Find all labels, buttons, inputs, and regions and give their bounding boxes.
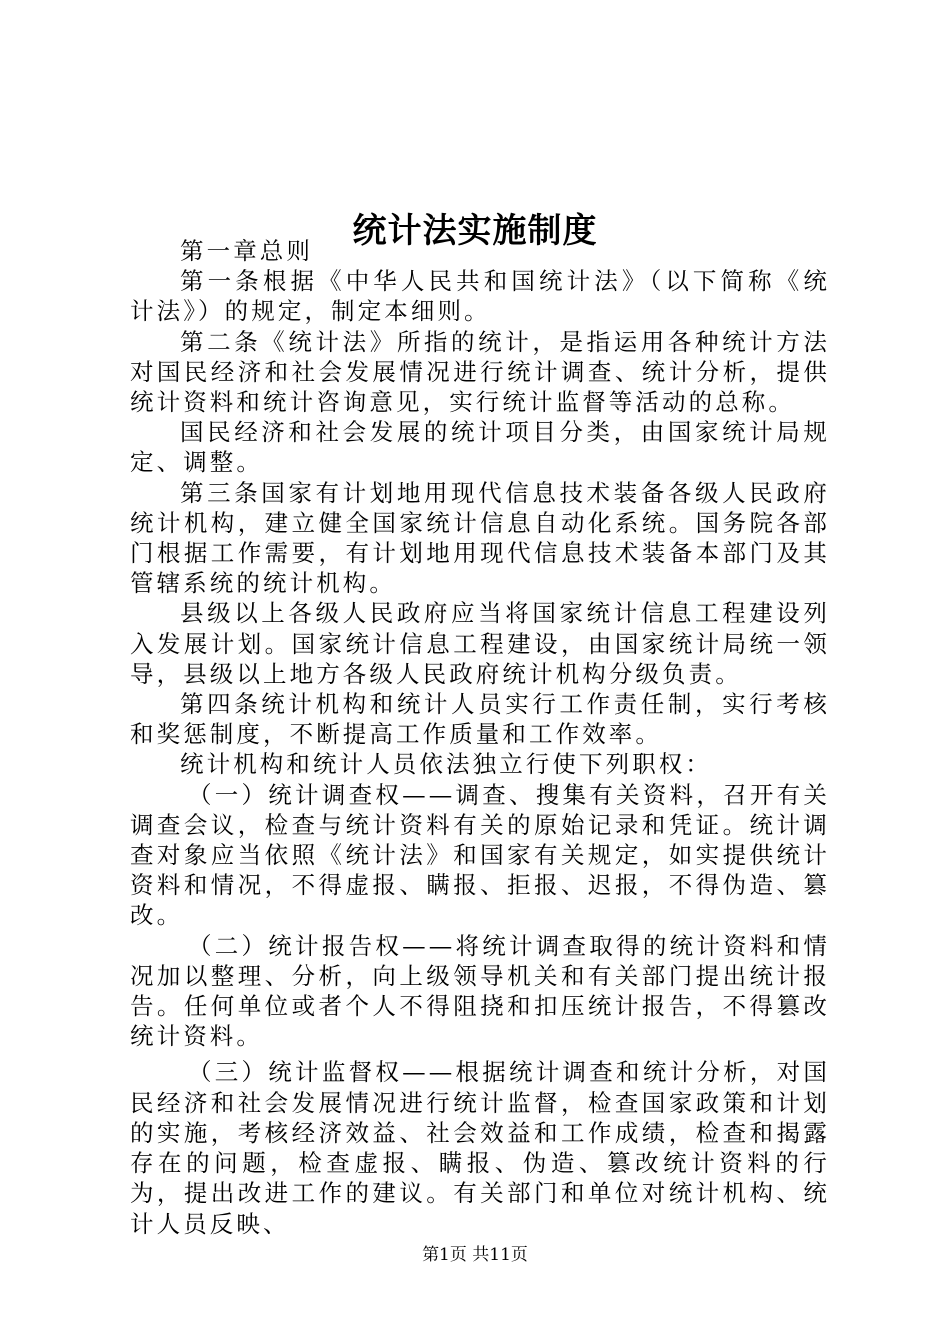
chapter-heading: 第一章总则 — [180, 237, 313, 265]
powers-intro-paragraph: 统计机构和统计人员依法独立行使下列职权： — [180, 750, 712, 779]
document-title: 统计法实施制度 — [352, 210, 598, 251]
power-1-paragraph: （一）统计调查权——调查、搜集有关资料，召开有关调查会议，检查与统计资料有关的原始记录和凭证。统计调查对象应当依照《统计法》和国家有关规定，如实提供统计资料和情况，不得虚报、瞒报、拒报、迟报，不得伪造、篡改。 — [130, 780, 830, 930]
document-body — [130, 236, 830, 1239]
article-3-paragraph: 第三条国家有计划地用现代信息技术装备各级人民政府统计机构，建立健全国家统计信息自动化系统。国务院各部门根据工作需要，有计划地用现代信息技术装备本部门及其管辖系统的统计机构。 — [130, 478, 830, 598]
article-4-paragraph: 第四条统计机构和统计人员实行工作责任制，实行考核和奖惩制度，不断提高工作质量和工作效率。 — [130, 690, 830, 749]
article-3-engineering-paragraph: 县级以上各级人民政府应当将国家统计信息工程建设列入发展计划。国家统计信息工程建设，由国家统计局统一领导，县级以上地方各级人民政府统计机构分级负责。 — [130, 599, 830, 688]
article-1-paragraph: 第一条根据《中华人民共和国统计法》（以下简称《统计法》）的规定，制定本细则。 — [130, 267, 830, 326]
article-2-paragraph: 第二条《统计法》所指的统计，是指运用各种统计方法对国民经济和社会发展情况进行统计调查、统计分析，提供统计资料和统计咨询意见，实行统计监督等活动的总称。 — [130, 327, 830, 417]
page-number-footer: 第1页 共11页 — [422, 1245, 528, 1265]
power-3-paragraph: （三）统计监督权——根据统计调查和统计分析，对国民经济和社会发展情况进行统计监督，检查国家政策和计划的实施，考核经济效益、社会效益和工作成绩，检查和揭露存在的问题，检查虚报、瞒报、伪造、篡改统计资料的行为，提出改进工作的建议。有关部门和单位对统计机构、统计人员反映、 — [130, 1058, 830, 1238]
power-2-paragraph: （二）统计报告权——将统计调查取得的统计资料和情况加以整理、分析，向上级领导机关和有关部门提出统计报告。任何单位或者个人不得阻挠和扣压统计报告，不得篡改统计资料。 — [130, 931, 830, 1051]
article-2-classification-paragraph: 国民经济和社会发展的统计项目分类，由国家统计局规定、调整。 — [130, 418, 830, 477]
